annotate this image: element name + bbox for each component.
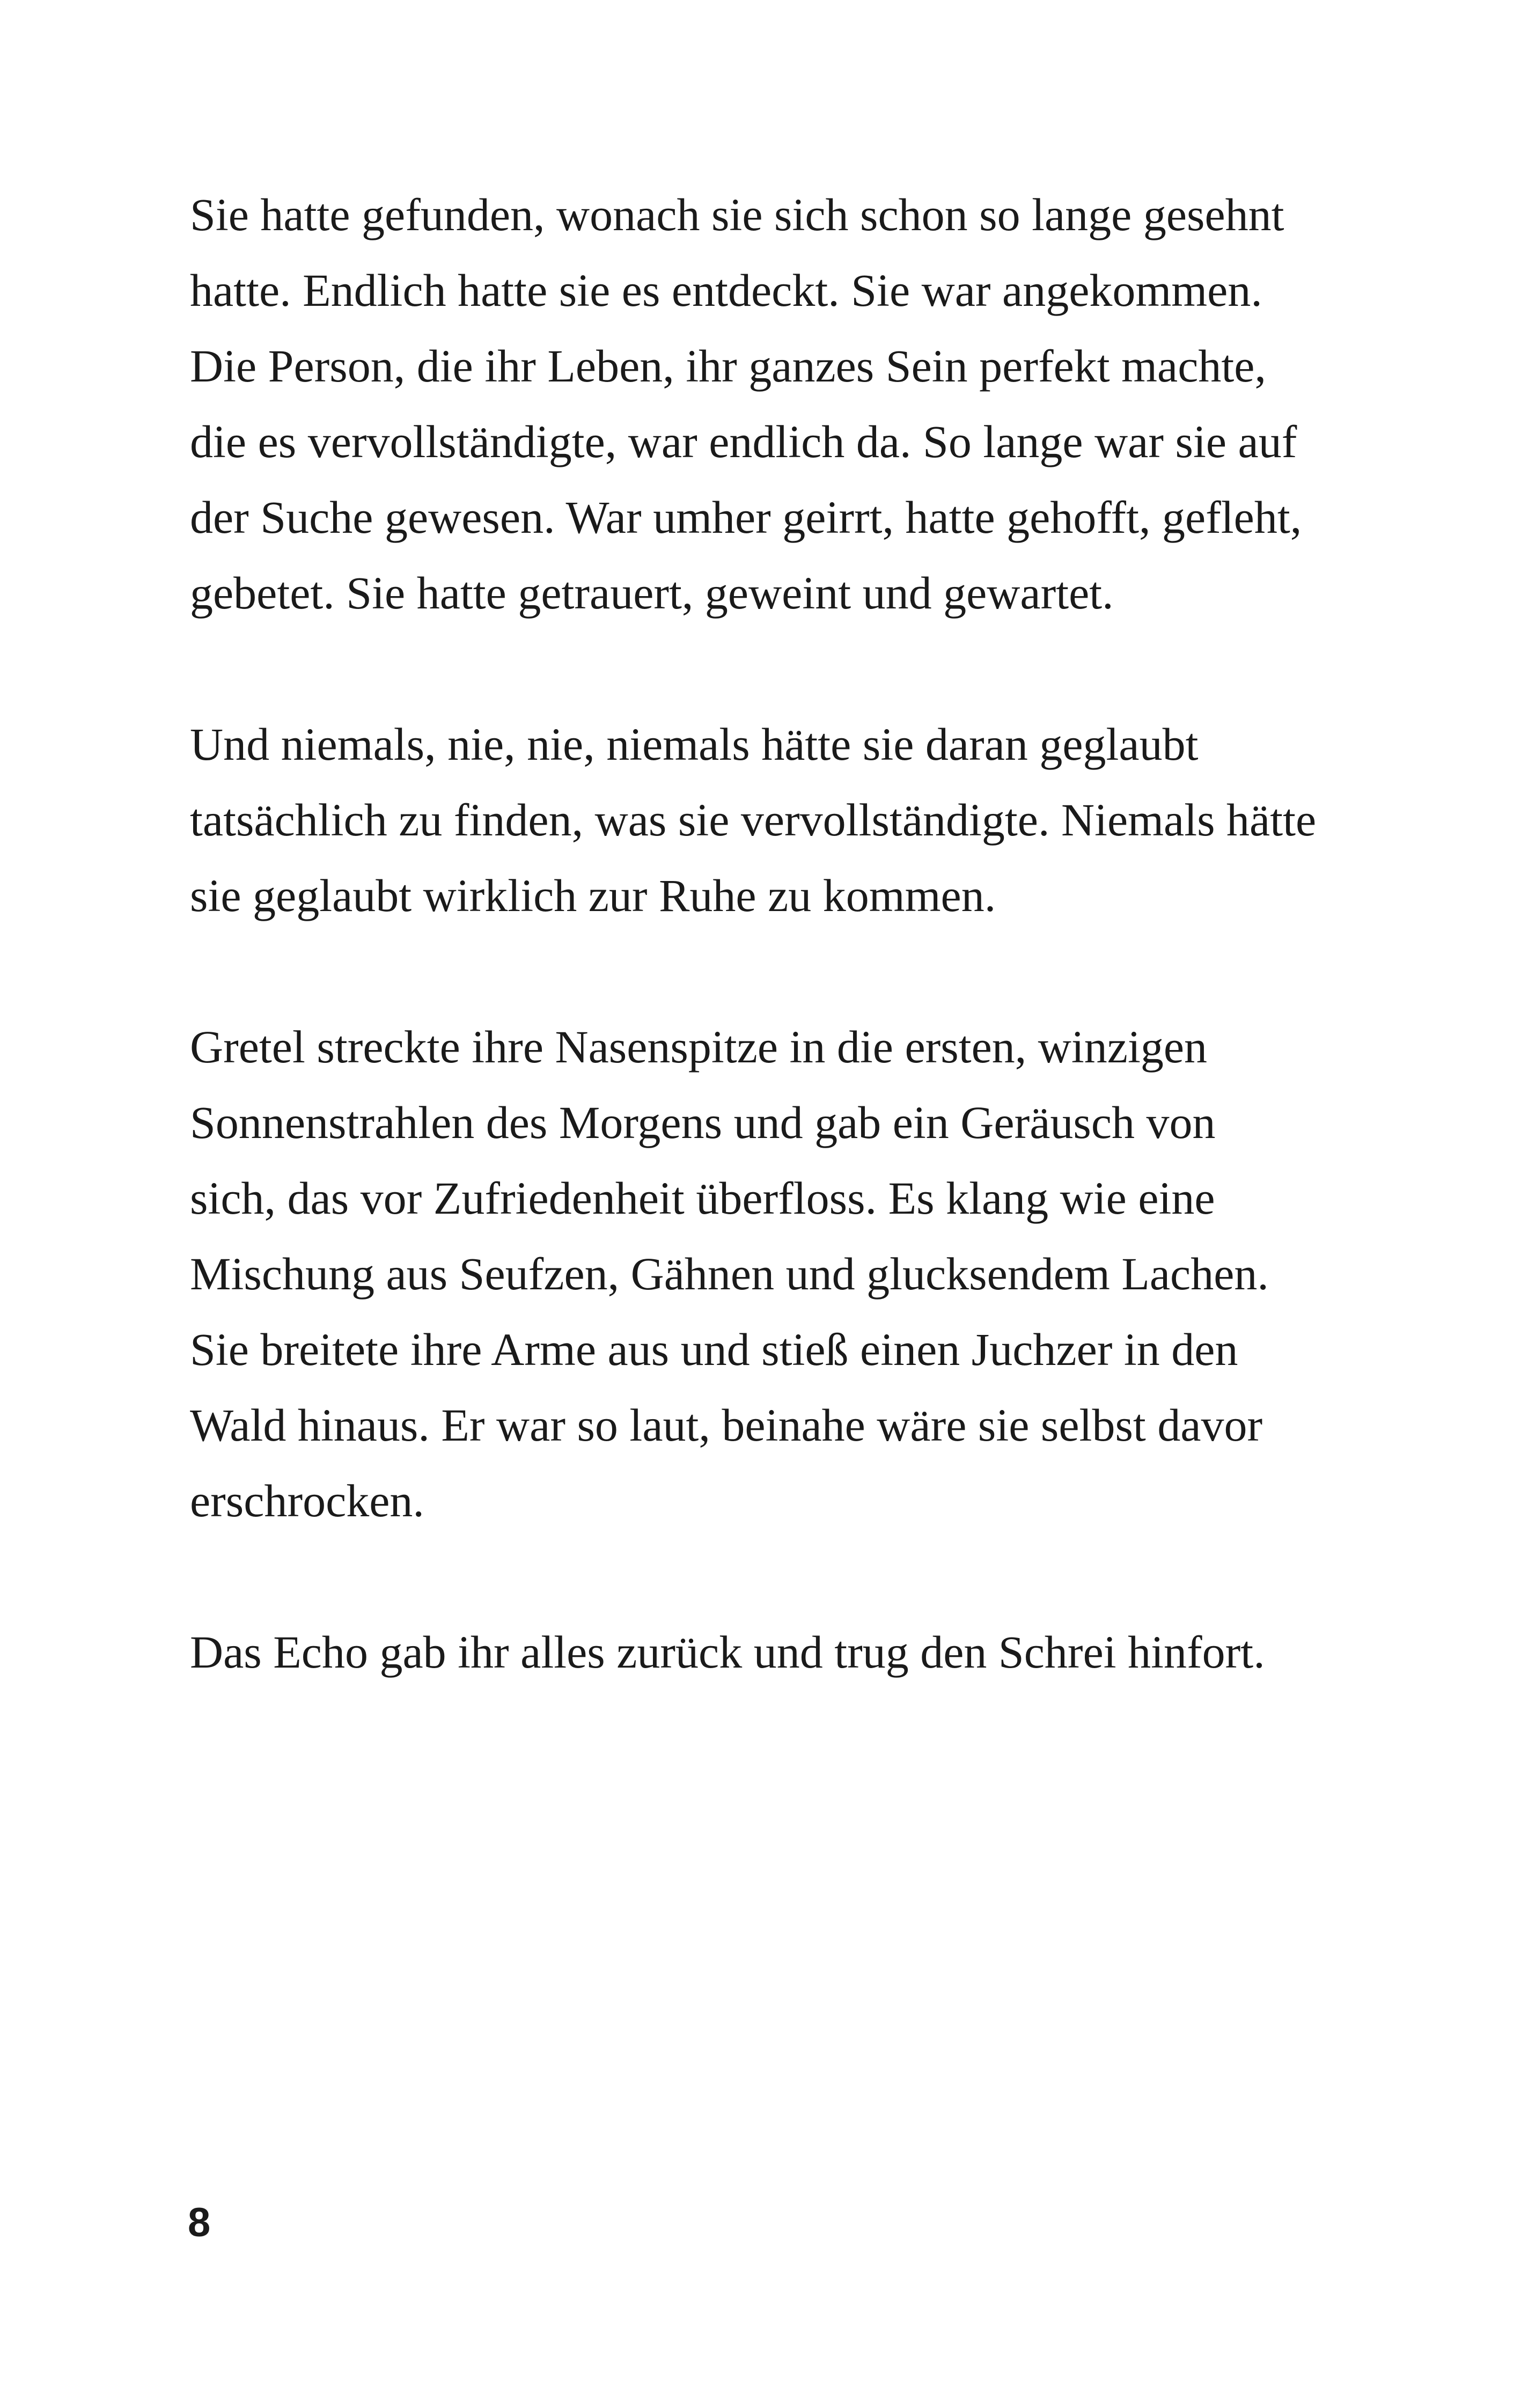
text-line: der Suche gewesen. War umher geirrt, hatte gehofft, gefleht, (190, 491, 1302, 543)
text-line: Das Echo gab ihr alles zurück und trug den Schrei hinfort. (190, 1626, 1265, 1678)
text-line: Sie hatte gefunden, wonach sie sich schon so lange gesehnt (190, 189, 1284, 240)
paragraph (190, 177, 1370, 631)
text-line: sich, das vor Zufriedenheit überfloss. Es klang wie eine (190, 1172, 1215, 1224)
text-line: gebetet. Sie hatte getrauert, geweint und gewartet. (190, 567, 1114, 619)
text-line: erschrocken. (190, 1475, 424, 1526)
text-line: Gretel streckte ihre Nasenspitze in die ersten, winzigen (190, 1021, 1208, 1073)
text-line: Mischung aus Seufzen, Gähnen und glucksendem Lachen. (190, 1248, 1269, 1300)
text-line: Und niemals, nie, nie, niemals hätte sie daran geglaubt (190, 718, 1199, 770)
text-line: hatte. Endlich hatte sie es entdeckt. Sie war angekommen. (190, 265, 1262, 316)
text-line: die es vervollständigte, war endlich da. So lange war sie auf (190, 416, 1297, 467)
paragraph (190, 1614, 1370, 1690)
text-line: tatsächlich zu finden, was sie vervollständigte. Niemals hätte (190, 794, 1317, 846)
text-line: Die Person, die ihr Leben, ihr ganzes Sein perfekt machte, (190, 340, 1266, 392)
page-number: 8 (188, 2200, 211, 2245)
body-text (190, 177, 1370, 1766)
text-line: Wald hinaus. Er war so laut, beinahe wäre sie selbst davor (190, 1399, 1263, 1451)
text-line: Sie breitete ihre Arme aus und stieß einen Juchzer in den (190, 1324, 1238, 1375)
paragraph (190, 707, 1370, 934)
text-line: Sonnenstrahlen des Morgens und gab ein Geräusch von (190, 1097, 1216, 1148)
paragraph (190, 1009, 1370, 1539)
text-line: sie geglaubt wirklich zur Ruhe zu kommen. (190, 870, 996, 921)
